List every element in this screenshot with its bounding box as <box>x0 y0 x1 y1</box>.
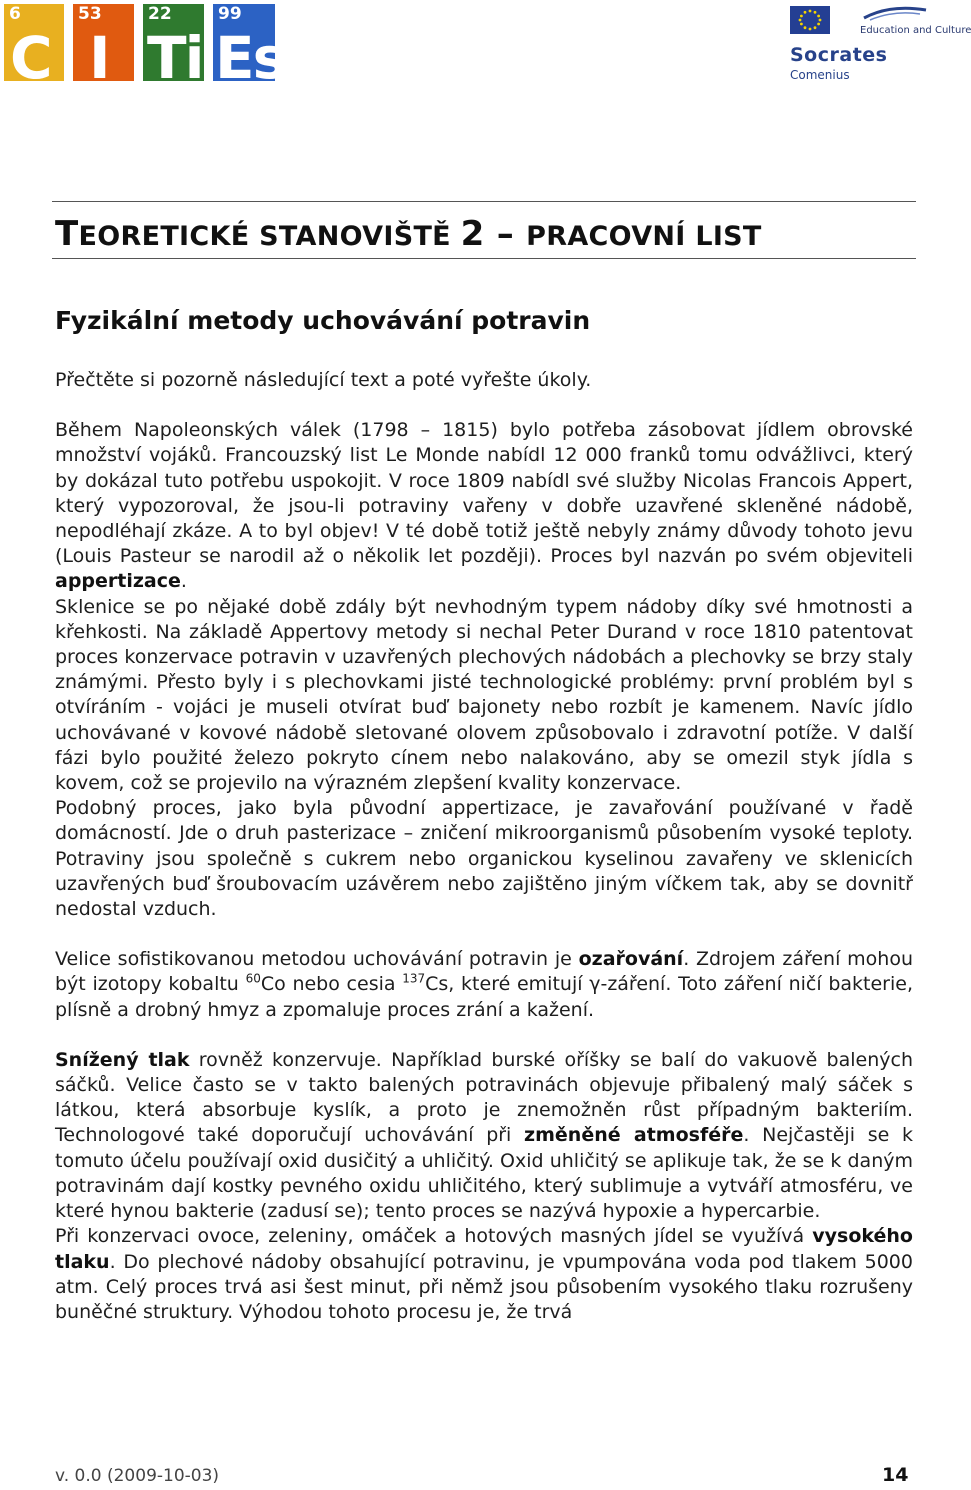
bold-term: vysokého tlaku <box>55 1225 913 1273</box>
citiess-logo <box>4 4 286 92</box>
paragraph-snizeny-tlak <box>55 1048 913 1224</box>
paragraph-vysoky-tlak <box>55 1224 913 1325</box>
title-text-2: PRACOVNÍ LIST <box>526 221 762 252</box>
paragraph-text: Při konzervaci ovoce, zeleniny, omáček a hotových masných jídel se využívá <box>55 1225 813 1248</box>
programme-name: Socrates <box>790 44 888 66</box>
title-rule-top <box>52 201 916 202</box>
paragraph-text: Velice sofistikovanou metodou uchovávání potravin je <box>55 948 579 971</box>
page-number: 14 <box>882 1464 909 1486</box>
logo-tile-number: 99 <box>218 4 242 24</box>
swoosh-icon <box>860 4 930 22</box>
programme-sub: Comenius <box>790 68 850 82</box>
superscript: 137 <box>402 972 426 987</box>
bold-term: ozařování <box>578 948 684 971</box>
paragraph-text: Co nebo cesia <box>260 973 403 996</box>
paragraph-durand: Sklenice se po nějaké době zdály být nevhodným typem nádoby díky své hmotnosti a křehkosti. Na základě Appertovy metody si nechal Peter Durand v roce 1810 patentovat proces konzervace potravin v uzavřených plechových nádobách a plechovky se brzy staly známými. Přesto byly i s plechovkami jisté technologické problémy: první problém byl s otvíráním - vojáci je museli otvírat buď bajonety nebo rozbít je kamenem. Navíc jídlo uchovávané v kovové nádobě sletované olovem způsobovalo i zdravotní potíže. V další fázi bylo použité železo pokryto cínem nebo nalakováno, aby se omezil styk jídla s kovem, což se projevilo na výrazném zlepšení kvality konzervace. <box>55 595 913 795</box>
bold-term: změněné atmosféře <box>524 1124 744 1147</box>
logo-tile-i <box>73 4 134 92</box>
paragraph-text: . Nejčastěji se k tomuto účelu používají oxid dusičitý a uhličitý. Oxid uhličitý se aplikuje tak, že se k daným potravinám dají kostky pevného oxidu uhličitého, který sublimuje a vytváří atmosféru, ve které hynou bakterie (zadusí se); tento proces se nazývá hypoxie a hypercarbie. <box>55 1124 913 1223</box>
paragraph-ozarovani <box>55 947 913 1023</box>
intro-text: Přečtěte si pozorně následující text a poté vyřešte úkoly. <box>55 369 592 391</box>
socrates-comenius-logo <box>790 4 971 84</box>
eu-flag-icon <box>790 6 830 34</box>
logo-tile-c <box>4 4 64 92</box>
paragraph-zavarovani: Podobný proces, jako byla původní appertizace, je zavařování používané v řadě domácností. Jde o druh pasterizace – zničení mikroorganismů působením vysoké teploty. Potraviny jsou společně s cukrem nebo organickou kyselinou zavařeny ve sklenicích uzavřených buď šroubovacím uzávěrem nebo zajištěno jiným víčkem tak, aby se dovnitř nedostal vzduch. <box>55 797 913 921</box>
logo-tile-letters: C <box>10 24 51 92</box>
paragraph-text: rovněž konzervuje. Například burské oříšky se balí do vakuově balených sáčků. Velice často se v takto balených potravinách objevuje přibalený malý sáček s látkou, která absorbuje kyslík, a proto je znemožněn růst případným bakteriím. Technologové také doporučují uchovávání při <box>55 1048 913 1147</box>
title-cap-letter: T <box>55 214 79 254</box>
paragraph-appert <box>55 418 913 594</box>
paragraph-text: . <box>180 570 187 593</box>
title-text-1: EORETICKÉ STANOVIŠTĚ <box>78 221 461 252</box>
section-heading: Fyzikální metody uchovávání potravin <box>55 306 591 335</box>
title-dash: – <box>484 214 527 254</box>
paragraph-text: Během Napoleonských válek (1798 – 1815) bylo potřeba zásobovat jídlem obrovské množství vojáků. Francouzský list Le Monde nabídl 12 000 franků tomu odvážlivci, který by dokázal tuto potřebu uspokojit. V roce 1809 nabídl své služby Nicolas Francois Appert, který vypozoroval, že jsou-li potraviny vařeny v dobře uzavřené skleněné nádobě, nepodléhají zkáze. A to byl objev! V té době totiž ještě nebyly známy důvody tohoto jevu (Louis Pasteur se narodil až o několik let později). Proces byl nazván po svém objeviteli <box>55 419 913 568</box>
bold-term: appertizace <box>55 570 181 593</box>
title-number: 2 <box>460 214 485 254</box>
logo-tile-number: 6 <box>9 4 21 24</box>
logo-tile-letters: Ti <box>147 24 203 92</box>
paragraph-text: . Do plechové nádoby obsahující potravinu, je vpumpována voda pod tlakem 5000 atm. Celý proces trvá asi šest minut, při němž jsou působením vysokého tlaku rozrušeny buněčné struktury. Výhodou tohoto procesu je, že trvá <box>55 1250 913 1323</box>
logo-tile-es <box>213 4 286 92</box>
logo-tile-letters: I <box>89 24 109 92</box>
paragraph-text: . Zdrojem záření mohou být izotopy kobaltu <box>55 948 913 996</box>
logo-tile-number: 22 <box>148 4 172 24</box>
logo-tile-number: 53 <box>78 4 102 24</box>
title-rule-bottom <box>52 258 916 259</box>
superscript: 60 <box>245 972 261 987</box>
bold-term: Snížený tlak <box>55 1048 190 1071</box>
paragraph-text: Cs, které emitují γ-záření. Toto záření ničí bakterie, plísně a drobný hmyz a zpomaluje proces zrání a kažení. <box>55 973 914 1021</box>
logo-tile-ti <box>143 4 204 92</box>
footer-version: v. 0.0 (2009-10-03) <box>55 1466 220 1486</box>
document-body <box>55 368 913 1325</box>
logo-tile-letters: Es <box>215 24 286 92</box>
page-title <box>55 214 762 254</box>
programme-tagline: Education and Culture <box>860 25 971 36</box>
